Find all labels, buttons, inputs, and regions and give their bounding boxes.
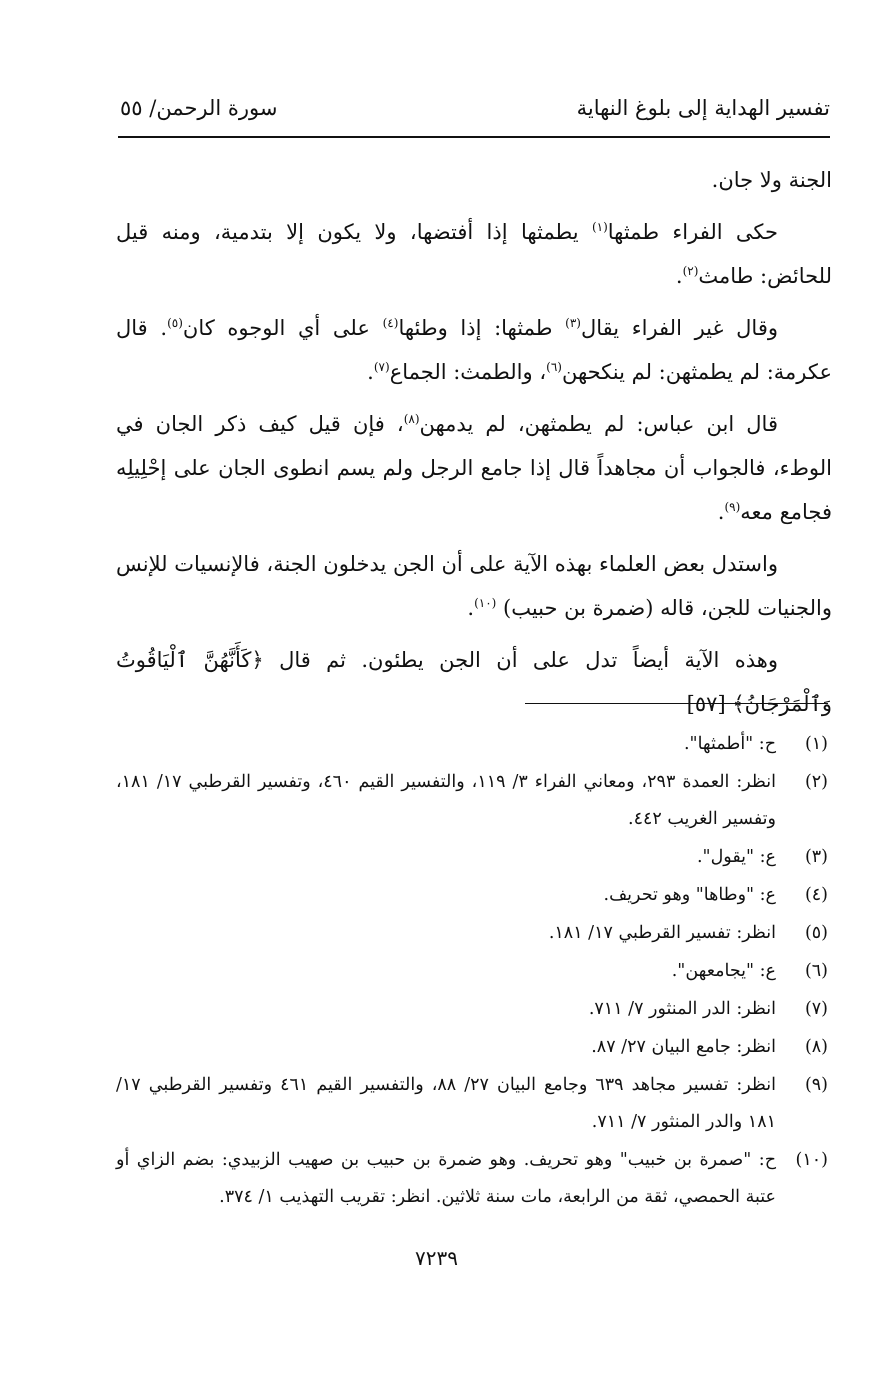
text-run: وهذه الآية أيضاً تدل على أن الجن يطئون. ثم قال xyxy=(263,648,778,672)
footnote-number: (٧) xyxy=(804,999,828,1019)
text-run: واستدل بعض العلماء بهذه الآية على أن الجن يدخلون الجنة، فالإنسيات للإنس والجنيات للجن، قاله (ضمرة بن حبيب) xyxy=(116,552,832,620)
text-run: . xyxy=(717,500,725,524)
text-run: طمثها: إذا وطئها xyxy=(398,316,566,340)
footnote-item xyxy=(116,726,828,763)
footnote-text: انظر: جامع البيان ٢٧/ ٨٧. xyxy=(591,1037,776,1057)
text-run: يطمثها إذا أفتضها، ولا يكون إلا بتدمية، ومنه قيل للحائض: طامث xyxy=(116,220,832,288)
footnote-ref-3[interactable]: (٣) xyxy=(565,316,581,330)
footnote-text: ع: "يجامعهن". xyxy=(671,961,776,981)
footnote-item xyxy=(116,1029,828,1066)
quran-verse: ﴿كَأَنَّهُنَّ ٱلْيَاقُوتُ وَٱلْمَرْجَانُ﴾ xyxy=(116,648,832,716)
text-run: قال ابن عباس: لم يطمثهن، لم يدمهن xyxy=(419,412,778,436)
footnote-text: ع: "وطاها" وهو تحريف. xyxy=(603,885,776,905)
footnote-number: (٢) xyxy=(804,772,828,792)
text-run: . xyxy=(467,596,475,620)
text-run: ، والطمث: الجماع xyxy=(389,360,547,384)
footnote-ref-6[interactable]: (٦) xyxy=(546,360,562,374)
footnote-item xyxy=(116,839,828,876)
paragraph-6 xyxy=(116,638,832,726)
footnote-text: انظر: الدر المنثور ٧/ ٧١١. xyxy=(588,999,776,1019)
footnote-item xyxy=(116,1142,828,1216)
footnote-item xyxy=(116,764,828,838)
footnote-number: (٨) xyxy=(804,1037,828,1057)
footnote-number: (٩) xyxy=(804,1075,828,1095)
footnote-item xyxy=(116,1067,828,1141)
text-run: . xyxy=(675,264,683,288)
footnotes xyxy=(116,726,828,1217)
footnote-item xyxy=(116,953,828,990)
footnote-ref-9[interactable]: (٩) xyxy=(724,500,741,514)
footnote-text: انظر: تفسير مجاهد ٦٣٩ وجامع البيان ٢٧/ ٨٨، والتفسير القيم ٤٦١ وتفسير القرطبي ١٧/ ١٨١ والدر المنثور ٧/ ٧١١. xyxy=(116,1075,776,1132)
footnote-ref-4[interactable]: (٤) xyxy=(382,316,399,330)
paragraph-2 xyxy=(116,210,832,298)
footnote-item xyxy=(116,915,828,952)
paragraph-5 xyxy=(116,542,832,630)
footnote-item xyxy=(116,877,828,914)
text-run: . xyxy=(367,360,374,384)
footnote-text: ح: "صمرة بن خبيب" وهو تحريف. وهو ضمرة بن حبيب بن صهيب الزبيدي: بضم الزاي أو عتبة الحمصي، ثقة من الرابعة، مات سنة ثلاثين. انظر: تقريب التهذيب ١/ ٣٧٤. xyxy=(116,1150,776,1207)
paragraph-1 xyxy=(116,158,832,202)
footnote-number: (١٠) xyxy=(795,1150,828,1170)
footnote-item xyxy=(116,991,828,1028)
text-run: حكى الفراء طمثها xyxy=(607,220,778,244)
paragraph-4 xyxy=(116,402,832,534)
footnote-number: (٣) xyxy=(804,847,828,867)
text-run: على أي الوجوه كان xyxy=(182,316,383,340)
surah-label: سورة الرحمن/ ٥٥ xyxy=(120,96,278,120)
footnote-ref-5[interactable]: (٥) xyxy=(167,316,183,330)
footnote-text: ع: "يقول". xyxy=(696,847,776,867)
footnote-ref-7[interactable]: (٧) xyxy=(373,360,390,374)
book-title: تفسير الهداية إلى بلوغ النهاية xyxy=(576,96,830,120)
footnotes-divider xyxy=(525,703,828,704)
footnote-ref-2[interactable]: (٢) xyxy=(682,264,699,278)
verse-number: [٥٧] xyxy=(686,692,733,716)
footnote-number: (٦) xyxy=(804,961,828,981)
paragraph-3 xyxy=(116,306,832,394)
text-run: . قال عكرمة: لم يطمثهن: لم ينكحهن xyxy=(116,316,832,384)
footnote-ref-10[interactable]: (١٠) xyxy=(474,596,497,610)
header-divider xyxy=(118,136,830,138)
footnote-text: انظر: تفسير القرطبي ١٧/ ١٨١. xyxy=(548,923,776,943)
text-run: ، فإن قيل كيف ذكر الجان في الوطء، فالجواب أن مجاهداً قال إذا جامع الرجل ولم يسم انطوى الجان على إحْلِيلِه فجامع معه xyxy=(116,412,832,524)
footnote-text: ح: "أطمثها". xyxy=(683,734,776,754)
footnote-number: (٥) xyxy=(804,923,828,943)
footnote-number: (٤) xyxy=(804,885,828,905)
footnote-ref-1[interactable]: (١) xyxy=(591,220,608,234)
footnote-text: انظر: العمدة ٢٩٣، ومعاني الفراء ٣/ ١١٩، والتفسير القيم ٤٦٠، وتفسير القرطبي ١٧/ ١٨١، وتفسير الغريب ٤٤٢. xyxy=(116,772,777,829)
page-number: ٧٢٣٩ xyxy=(415,1246,458,1270)
footnote-ref-8[interactable]: (٨) xyxy=(403,412,420,426)
main-text xyxy=(116,158,832,734)
text-run: وقال غير الفراء يقال xyxy=(580,316,779,340)
footnote-number: (١) xyxy=(804,734,828,754)
running-header xyxy=(120,96,830,136)
paragraph-1-text: الجنة ولا جان. xyxy=(711,168,832,192)
